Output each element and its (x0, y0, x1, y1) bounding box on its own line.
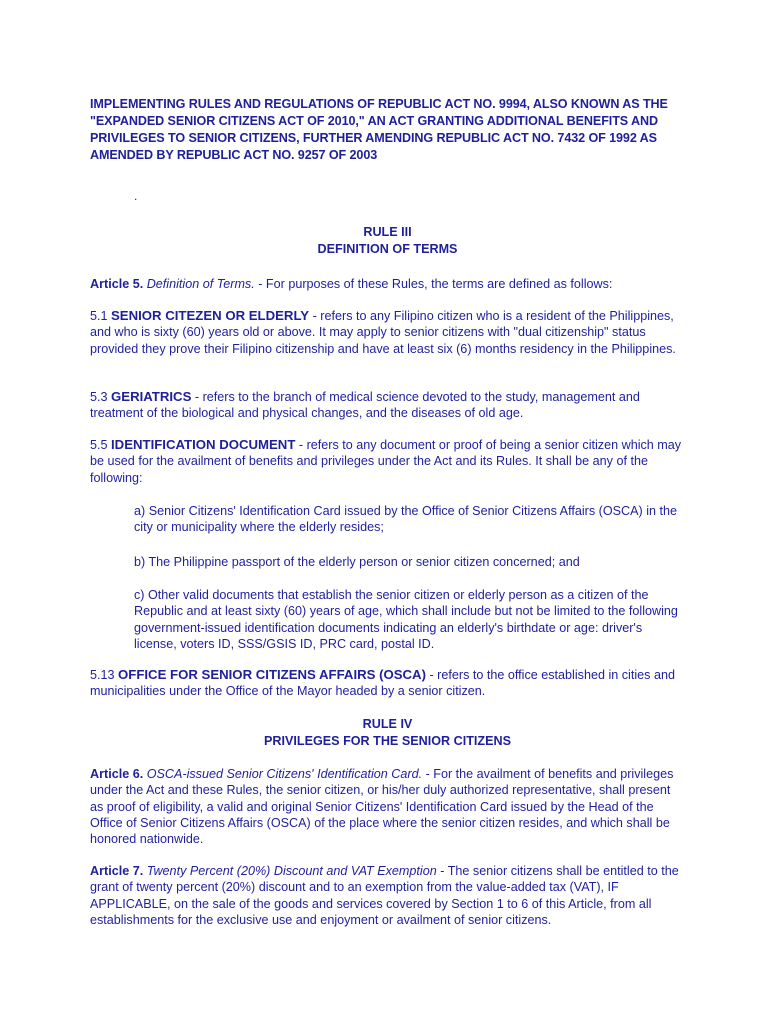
rule-iii-name: DEFINITION OF TERMS (317, 241, 458, 256)
id-document-item-b: b) The Philippine passport of the elderly person or senior citizen concerned; and (134, 555, 580, 569)
definition-5-3-term: GERIATRICS (111, 389, 192, 404)
definition-5-5 (90, 437, 685, 486)
rule-iv-number: RULE IV (362, 717, 413, 731)
article-6-heading: OSCA-issued Senior Citizens' Identification Card. (146, 767, 423, 781)
definition-5-13-text: - refers to the office established in cities and municipalities under the Office of the Mayor headed by a senior citizen. (90, 668, 675, 699)
article-6-text: - For the availment of benefits and privileges under the Act and these Rules, the senior citizen, or his/her duly authorized representative, shall present as proof of eligibility, a valid and original Senior Citizens' Identification Card issued by the Head of the Office of Senior Citizens Affairs (OSCA) of the place where the senior citizen resides, and which shall be honored nationwide. (90, 767, 674, 847)
definition-5-1-number: 5.1 (90, 309, 112, 323)
article-6 (90, 766, 685, 847)
definition-5-5-term: IDENTIFICATION DOCUMENT (111, 437, 296, 452)
definition-5-5-number: 5.5 (90, 438, 112, 452)
article-7-heading: Twenty Percent (20%) Discount and VAT Exemption (146, 864, 437, 878)
definition-5-1-text: - refers to any Filipino citizen who is a resident of the Philippines, and who is sixty (60) years old or above. It may apply to senior citizens with "dual citizenship" status provided they prove their Filipino citizenship and have at least six (6) months residency in the Philippines. (90, 309, 676, 356)
article-6-label: Article 6. (90, 767, 144, 781)
definition-5-3-text: - refers to the branch of medical science devoted to the study, management and treatment of the biological and physical changes, and the diseases of old age. (90, 390, 640, 421)
id-document-item-a: a) Senior Citizens' Identification Card issued by the Office of Senior Citizens Affairs (OSCA) in the city or municipality where the elderly resides; (134, 504, 678, 535)
definition-5-5-text: - refers to any document or proof of being a senior citizen which may be used for the availment of benefits and privileges under the Act and its Rules. It shall be any of the following: (90, 438, 682, 485)
article-7 (90, 863, 685, 928)
article-5-text: - For purposes of these Rules, the terms are defined as follows: (254, 277, 613, 291)
definition-5-13-term: OFFICE FOR SENIOR CITIZENS AFFAIRS (OSCA) (118, 667, 426, 682)
article-5 (90, 276, 685, 292)
definition-5-1-term: SENIOR CITEZEN OR ELDERLY (111, 308, 310, 323)
definition-5-3 (90, 389, 685, 422)
article-7-label: Article 7. (90, 864, 144, 878)
definition-5-1 (90, 308, 685, 357)
id-document-item-c: c) Other valid documents that establish the senior citizen or elderly person as a citizen of the Republic and at least sixty (60) years of age, which shall include but not be limited to the following government-issued identification documents indicating an elderly's birthdate or age: driver's license, voters ID, SSS/GSIS ID, PRC card, postal ID. (134, 588, 678, 651)
document-title: IMPLEMENTING RULES AND REGULATIONS OF REPUBLIC ACT NO. 9994, ALSO KNOWN AS THE "EXPANDED SENIOR CITIZENS ACT OF 2010," AN ACT GRANTING ADDITIONAL BENEFITS AND PRIVILEGES TO SENIOR CITIZENS, FURTHER AMENDING REPUBLIC ACT NO. 7432 OF 1992 AS AMENDED BY REPUBLIC ACT NO. 9257 OF 2003 (90, 97, 668, 162)
definition-5-3-number: 5.3 (90, 390, 112, 404)
rule-iv-heading (90, 716, 685, 749)
definition-5-13 (90, 667, 685, 700)
separator-dot: . (134, 189, 138, 203)
rule-iii-heading (90, 224, 685, 257)
rule-iii-number: RULE III (363, 225, 412, 239)
article-5-label: Article 5. (90, 277, 144, 291)
rule-iv-name: PRIVILEGES FOR THE SENIOR CITIZENS (263, 733, 511, 748)
definition-5-13-number: 5.13 (90, 668, 119, 682)
article-7-text: - The senior citizens shall be entitled to the grant of twenty percent (20%) discount and to an exemption from the value-added tax (VAT), IF APPLICABLE, on the sale of the goods and services covered by Section 1 to 6 of this Article, from all establishments for the exclusive use and enjoyment or availment of senior citizens. (90, 864, 679, 927)
article-5-heading: Definition of Terms. (146, 277, 255, 291)
